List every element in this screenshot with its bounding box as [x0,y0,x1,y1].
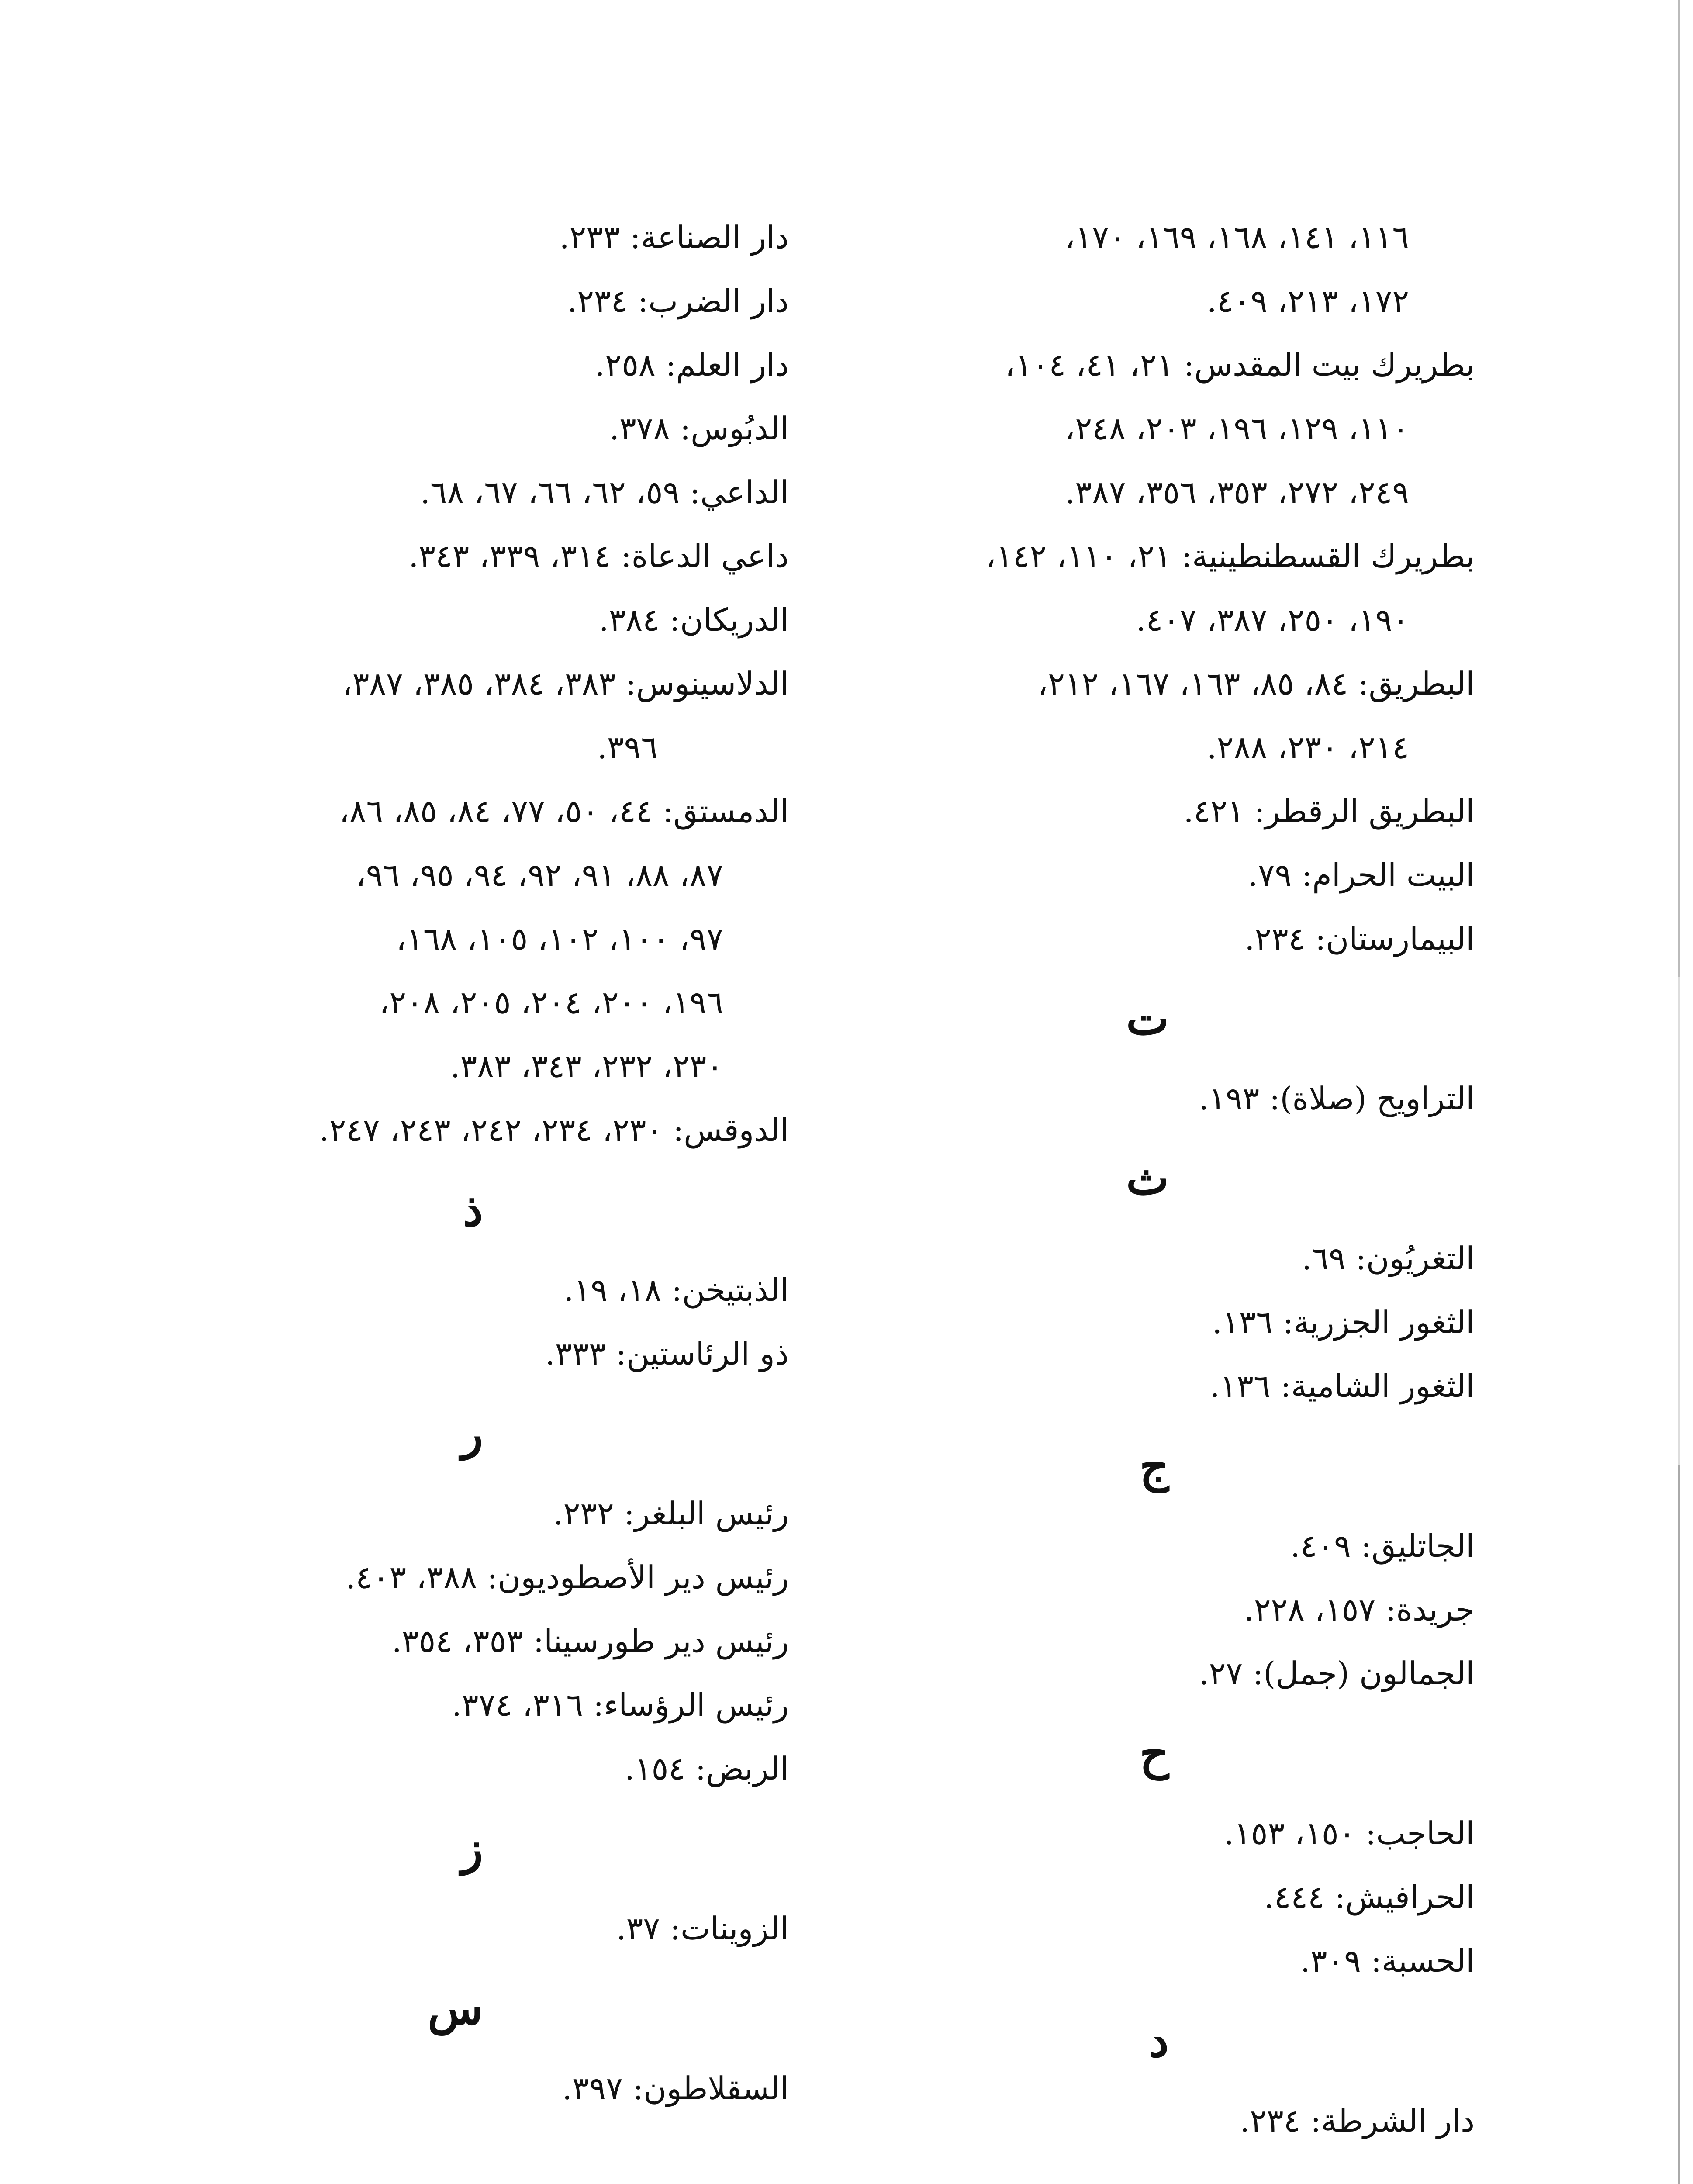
section-letter-heading: ذ [463,1183,483,1237]
index-entry: الحسبة: ٣٠٩. [1300,1942,1475,1979]
index-entry-continuation: ٢٣٠، ٢٣٢، ٣٤٣، ٣٨٣. [450,1048,723,1085]
index-entry: دار الشرطة: ٢٣٤. [1240,2102,1475,2139]
index-entry-continuation: ١٩٠، ٢٥٠، ٣٨٧، ٤٠٧. [1136,601,1409,638]
index-entry: رئيس دير طورسينا: ٣٥٣، ٣٥٤. [391,1623,789,1659]
index-entry: التغريُون: ٦٩. [1302,1240,1475,1277]
index-entry: الدلاسينوس: ٣٨٣، ٣٨٤، ٣٨٥، ٣٨٧، [342,665,789,702]
index-entry: دار الضرب: ٢٣٤. [567,283,789,319]
index-entry: الذبتيخن: ١٨، ١٩. [563,1272,789,1308]
section-letter-heading: ح [1139,1726,1169,1780]
section-letter-heading: س [428,1981,483,2035]
index-entry: رئيس دير الأصطوديون: ٣٨٨، ٤٠٣. [346,1559,789,1596]
index-entry: السقلاطون: ٣٩٧. [562,2070,789,2107]
index-entry: جريدة: ١٥٧، ٢٢٨. [1244,1591,1475,1628]
scan-edge [1678,0,1680,2184]
index-entry-continuation: ٢٤٩، ٢٧٢، ٣٥٣، ٣٥٦، ٣٨٧. [1065,474,1409,511]
index-column-right [828,205,1475,2153]
index-entry: بطريرك القسطنطينية: ٢١، ١١٠، ١٤٢، [985,538,1475,574]
section-letter-heading: ج [1139,1439,1169,1493]
index-entry: ذو الرئاستين: ٣٣٣. [545,1335,789,1372]
index-entry: الدمستق: ٤٤، ٥٠، ٧٧، ٨٤، ٨٥، ٨٦، [339,793,789,829]
index-entry: الحاجب: ١٥٠، ١٥٣. [1224,1815,1475,1852]
index-entry: الداعي: ٥٩، ٦٢، ٦٦، ٦٧، ٦٨. [420,474,789,511]
index-entry: الثغور الشامية: ١٣٦. [1209,1368,1475,1404]
index-entry-continuation: ١٩٦، ٢٠٠، ٢٠٤، ٢٠٥، ٢٠٨، [379,984,723,1021]
section-letter-heading: ر [461,1406,483,1460]
index-entry-continuation: ١١٠، ١٢٩، ١٩٦، ٢٠٣، ٢٤٨، [1065,410,1409,447]
section-letter-heading: ت [1126,992,1169,1045]
index-entry: رئيس البلغر: ٢٣٢. [553,1495,789,1532]
index-entry: البطريق الرقطر: ٤٢١. [1183,793,1475,829]
index-entry-continuation: ١٧٢، ٢١٣، ٤٠٩. [1206,283,1409,319]
index-entry: بطريرك بيت المقدس: ٢١، ٤١، ١٠٤، [1005,346,1475,383]
section-letter-heading: د [1148,2014,1169,2067]
index-entry: الربض: ١٥٤. [625,1750,789,1787]
index-entry: الجمالون (جمل): ٢٧. [1199,1655,1475,1692]
index-entry: التراويح (صلاة): ١٩٣. [1199,1080,1475,1117]
index-entry-continuation: ٩٧، ١٠٠، ١٠٢، ١٠٥، ١٦٨، [396,920,723,957]
index-entry: البطريق: ٨٤، ٨٥، ١٦٣، ١٦٧، ٢١٢، [1037,665,1475,702]
index-entry: الحرافيش: ٤٤٤. [1264,1879,1475,1915]
index-entry: رئيس الرؤساء: ٣١٦، ٣٧٤. [452,1686,789,1723]
index-entry: الدبُوس: ٣٧٨. [609,410,789,447]
index-entry: البيت الحرام: ٧٩. [1247,857,1475,893]
index-column-left [142,205,789,2120]
index-entry: الجاتليق: ٤٠٩. [1290,1527,1475,1564]
index-entry-continuation: ١١٦، ١٤١، ١٦٨، ١٦٩، ١٧٠، [1065,219,1409,256]
index-entry: البيمارستان: ٢٣٤. [1244,920,1475,957]
index-entry: الثغور الجزرية: ١٣٦. [1212,1304,1475,1341]
index-entry: داعي الدعاة: ٣١٤، ٣٣٩، ٣٤٣. [408,538,789,574]
index-entry-continuation: ٨٧، ٨٨، ٩١، ٩٢، ٩٤، ٩٥، ٩٦، [356,857,723,893]
index-entry: دار العلم: ٢٥٨. [594,346,789,383]
index-entry: الزوينات: ٣٧. [616,1910,789,1947]
section-letter-heading: ث [1126,1151,1169,1205]
index-entry-continuation: ٢١٤، ٢٣٠، ٢٨٨. [1206,729,1409,766]
section-letter-heading: ز [461,1821,483,1875]
index-entry-continuation: ٣٩٦. [597,729,658,766]
index-entry: الدريكان: ٣٨٤. [598,601,789,638]
index-entry: الدوقس: ٢٣٠، ٢٣٤، ٢٤٢، ٢٤٣، ٢٤٧. [319,1112,789,1148]
index-entry: دار الصناعة: ٢٣٣. [559,219,789,256]
